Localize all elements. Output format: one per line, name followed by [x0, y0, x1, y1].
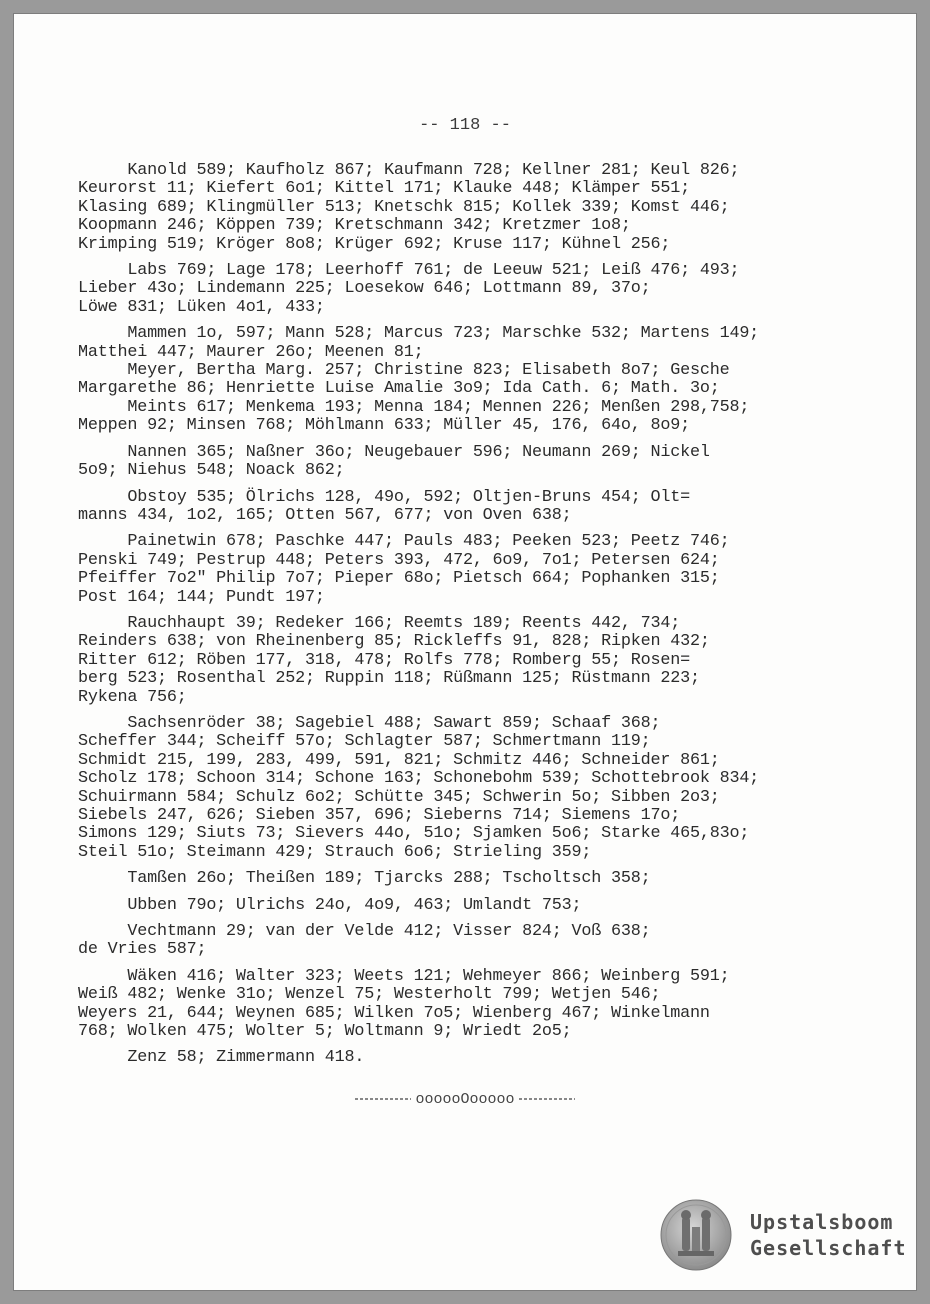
- index-line: Koopmann 246; Köppen 739; Kretschmann 342; Kretzmer 1o8;: [78, 216, 631, 236]
- index-line: Reinders 638; von Rheinenberg 85; Rickleffs 91, 828; Ripken 432;: [78, 632, 710, 652]
- index-line: Mammen 1o, 597; Mann 528; Marcus 723; Marschke 532; Martens 149;: [78, 324, 760, 344]
- index-line: Painetwin 678; Paschke 447; Pauls 483; Peeken 523; Peetz 746;: [78, 532, 730, 552]
- publisher-logo: [660, 1199, 907, 1271]
- index-line: Ritter 612; Röben 177, 318, 478; Rolfs 778; Romberg 55; Rosen=: [78, 650, 690, 670]
- index-line: Scheffer 344; Scheiff 57o; Schlagter 587; Schmertmann 119;: [78, 732, 651, 752]
- index-line: Ubben 79o; Ulrichs 24o, 4o9, 463; Umlandt 753;: [78, 895, 582, 915]
- index-paragraph: [78, 162, 848, 254]
- index-line: Labs 769; Lage 178; Leerhoff 761; de Leeuw 521; Leiß 476; 493;: [78, 261, 740, 281]
- index-line: Nannen 365; Naßner 36o; Neugebauer 596; Neumann 269; Nickel: [78, 442, 710, 462]
- index-line: Weiß 482; Wenke 31o; Wenzel 75; Westerholt 799; Wetjen 546;: [78, 985, 661, 1005]
- index-line: Obstoy 535; Ölrichs 128, 49o, 592; Oltjen-Bruns 454; Olt=: [78, 487, 690, 507]
- index-line: Klasing 689; Klingmüller 513; Knetschk 815; Kollek 339; Komst 446;: [78, 197, 730, 217]
- end-mark-left-rule: [355, 1098, 411, 1100]
- index-paragraph: [78, 489, 848, 526]
- index-paragraph: [78, 870, 848, 888]
- index-line: Scholz 178; Schoon 314; Schone 163; Schonebohm 539; Schottebrook 834;: [78, 769, 760, 789]
- index-line: Lieber 43o; Lindemann 225; Loesekow 646; Lottmann 89, 37o;: [78, 279, 651, 299]
- index-paragraph: [78, 968, 848, 1042]
- index-line: Löwe 831; Lüken 4o1, 433;: [78, 297, 325, 317]
- end-mark-right-rule: [519, 1098, 575, 1100]
- index-line: Margarethe 86; Henriette Luise Amalie 3o9; Ida Cath. 6; Math. 3o;: [78, 379, 720, 399]
- index-line: Meppen 92; Minsen 768; Möhlmann 633; Müller 45, 176, 64o, 8o9;: [78, 416, 690, 436]
- index-line: Penski 749; Pestrup 448; Peters 393, 472, 6o9, 7o1; Petersen 624;: [78, 550, 720, 570]
- index-line: Schuirmann 584; Schulz 6o2; Schütte 345; Schwerin 5o; Sibben 2o3;: [78, 787, 720, 807]
- index-paragraph: [78, 444, 848, 481]
- index-line: Keurorst 11; Kiefert 6o1; Kittel 171; Klauke 448; Klämper 551;: [78, 179, 690, 199]
- index-line: Post 164; 144; Pundt 197;: [78, 587, 325, 607]
- index-line: Krimping 519; Kröger 8o8; Krüger 692; Kruse 117; Kühnel 256;: [78, 234, 671, 254]
- index-line: Meints 617; Menkema 193; Menna 184; Mennen 226; Menßen 298,758;: [78, 397, 750, 417]
- index-line: Siebels 247, 626; Sieben 357, 696; Sieberns 714; Siemens 17o;: [78, 806, 681, 825]
- document-page: [14, 14, 916, 1290]
- logo-line-2: Gesellschaft: [750, 1236, 907, 1260]
- index-line: 768; Wolken 475; Wolter 5; Woltmann 9; Wriedt 2o5;: [78, 1022, 572, 1042]
- index-paragraph: [78, 615, 848, 707]
- index-paragraph: [78, 897, 848, 915]
- index-paragraph: [78, 923, 848, 960]
- index-line: 5o9; Niehus 548; Noack 862;: [78, 461, 345, 481]
- index-line: Sachsenröder 38; Sagebiel 488; Sawart 859; Schaaf 368;: [78, 713, 661, 733]
- page-number: -- 118 --: [419, 116, 511, 135]
- index-paragraph: [78, 325, 848, 435]
- index-line: Vechtmann 29; van der Velde 412; Visser 824; Voß 638;: [78, 922, 651, 942]
- index-line: Weyers 21, 644; Weynen 685; Wilken 7o5; Wienberg 467; Winkelmann: [78, 1003, 710, 1023]
- logo-text: [750, 1209, 907, 1261]
- index-line: Pfeiffer 7o2" Philip 7o7; Pieper 68o; Pietsch 664; Pophanken 315;: [78, 569, 720, 589]
- upstalsboom-seal-icon: [660, 1199, 732, 1271]
- index-line: berg 523; Rosenthal 252; Ruppin 118; Rüßmann 125; Rüstmann 223;: [78, 669, 700, 689]
- index-line: Wäken 416; Walter 323; Weets 121; Wehmeyer 866; Weinberg 591;: [78, 966, 730, 986]
- index-line: Rauchhaupt 39; Redeker 166; Reemts 189; Reents 442, 734;: [78, 613, 681, 633]
- index-line: Simons 129; Siuts 73; Sievers 44o, 51o; Sjamken 5o6; Starke 465,83o;: [78, 824, 750, 844]
- index-paragraph: [78, 715, 848, 862]
- index-line: Matthei 447; Maurer 26o; Meenen 81;: [78, 342, 424, 362]
- logo-line-1: Upstalsboom: [750, 1210, 894, 1234]
- end-mark-text: oooooOooooo: [415, 1091, 515, 1108]
- index-line: manns 434, 1o2, 165; Otten 567, 677; von Oven 638;: [78, 505, 572, 525]
- index-paragraph: [78, 262, 848, 317]
- index-line: Zenz 58; Zimmermann 418.: [78, 1048, 365, 1068]
- index-line: Steil 51o; Steimann 429; Strauch 6o6; Strieling 359;: [78, 842, 592, 862]
- index-line: Kanold 589; Kaufholz 867; Kaufmann 728; Kellner 281; Keul 826;: [78, 161, 740, 180]
- index-line: de Vries 587;: [78, 940, 207, 960]
- name-index-body: [78, 162, 848, 1076]
- index-line: Schmidt 215, 199, 283, 499, 591, 821; Schmitz 446; Schneider 861;: [78, 750, 720, 770]
- index-line: Meyer, Bertha Marg. 257; Christine 823; Elisabeth 8o7; Gesche: [78, 361, 730, 381]
- index-paragraph: [78, 533, 848, 607]
- index-paragraph: [78, 1049, 848, 1067]
- end-mark: [14, 1091, 916, 1108]
- index-line: Rykena 756;: [78, 687, 187, 707]
- index-line: Tamßen 26o; Theißen 189; Tjarcks 288; Tscholtsch 358;: [78, 869, 651, 889]
